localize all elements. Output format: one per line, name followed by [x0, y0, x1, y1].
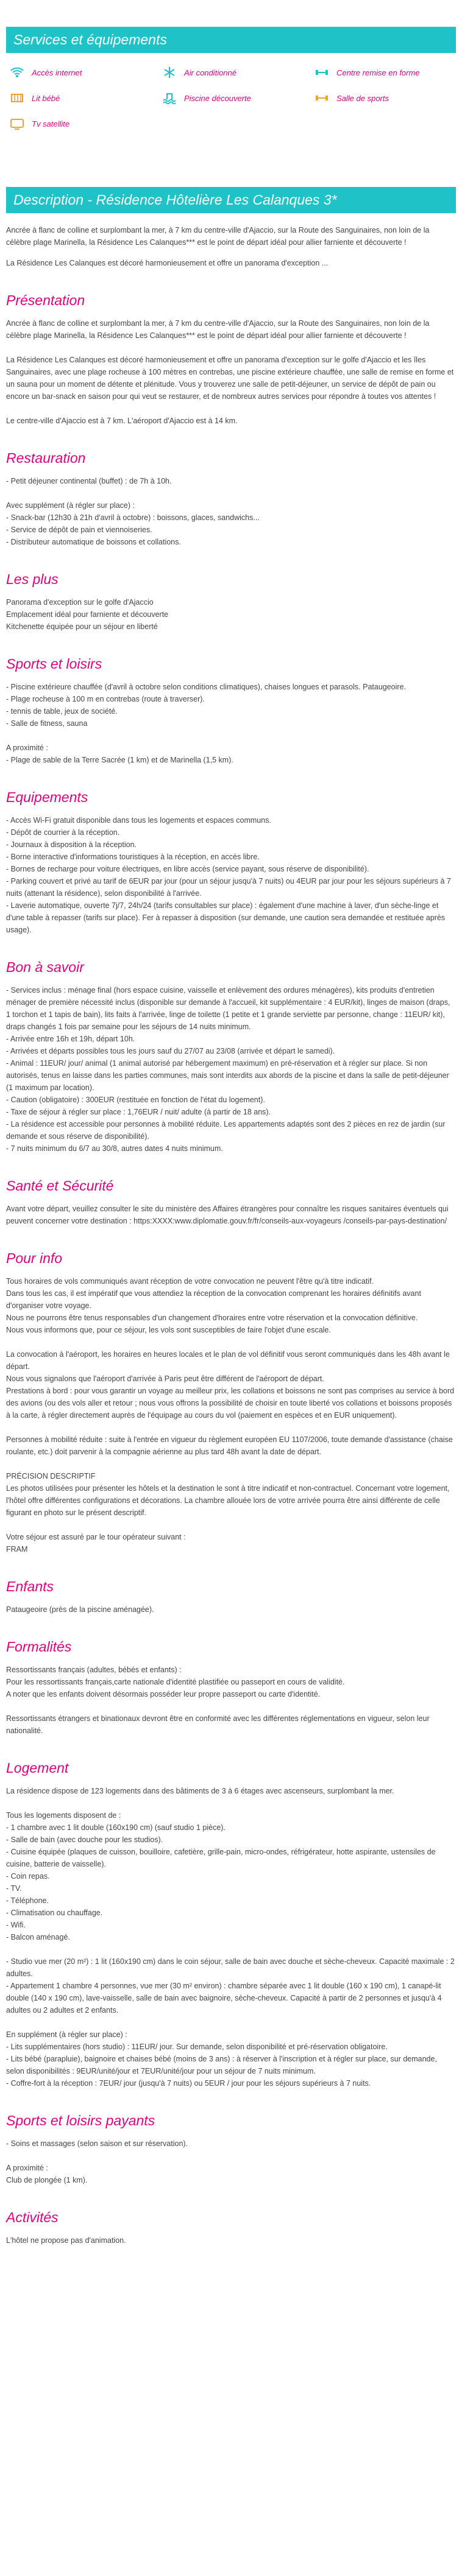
section-line [6, 2150, 456, 2162]
amenity-baby-bed [10, 92, 162, 104]
section-line: - TV. [6, 1884, 22, 1893]
section-line: - tennis de table, jeux de société. [6, 707, 118, 716]
amenity-label: Tv satellite [32, 119, 70, 128]
section-line: - Services inclus : ménage final (hors espace cuisine, vaisselle et enlèvement des ordures ménagères), kits produits d'entretien ménager de première nécessité inclus (disponible sur demande à l'accueil, kit supplémentaire : 4 EUR/kit), linges de maison (draps, 1 torchon et 1 tapis de bain), lits faits à l'arrivée, linge de toilette (1 petite et 1 grande serviette par personne, change : 11EUR/ kit), draps changés 1 fois par semaine pour les séjours de 14 nuits minimum. [6, 986, 450, 1031]
section-line: - Dépôt de courrier à la réception. [6, 828, 120, 837]
section-line: - Service de dépôt de pain et viennoiseries. [6, 526, 152, 534]
section-content [6, 1603, 456, 1616]
section-line [6, 1336, 456, 1348]
section-line: Avec supplément (à régler sur place) : [6, 501, 135, 510]
section-line: - Lits bébé (parapluie), baignoire et chaises bébé (moins de 3 ans) : à réserver à l'inscription et à régler sur place, sur demande, selon disponibilités : 9EUR/unité/jour et 7EUR/unité/jour pour un séjour de 7 nuits minimum. [6, 2055, 437, 2075]
section-line [6, 342, 456, 354]
amenity-pool [162, 92, 315, 104]
amenity-label: Accès internet [32, 68, 82, 77]
section-line: Votre séjour est assuré par le tour opérateur suivant : [6, 1533, 186, 1541]
section-line: - Bornes de recharge pour voiture électriques, en libre accès (service payant, sous réserve de disponibilité). [6, 865, 369, 873]
section-line: Dans tous les cas, il est impératif que vous attendiez la réception de la convocation comprenant les horaires définitifs avant d'organiser votre voyage. [6, 1289, 421, 1310]
section-line: - 1 chambre avec 1 lit double (160x190 cm) (sauf studio 1 pièce). [6, 1823, 226, 1832]
section-line: Prestations à bord : pour vous garantir un voyage au meilleur prix, les collations et boissons ne sont pas comprises au service à bord des avions (ou des vols aller et retour ; nous vous offrons la possibilité de choisir en toute liberté vos collations et boissons proposés à la carte, à régler directement auprès de l'équipage au cours du vol (paiement en espèces et en EUR uniquement). [6, 1387, 455, 1420]
amenity-tv [10, 118, 162, 130]
amenity-air-conditioning [162, 66, 315, 79]
amenity-label: Lit bébé [32, 93, 60, 103]
section-content [6, 984, 456, 1155]
section-line: - Studio vue mer (20 m²) : 1 lit (160x190 cm) dans le coin séjour, salle de bain avec douche et sèche-cheveux. Capacité maximale : 2 adultes. [6, 1957, 455, 1978]
section-title: Présentation [6, 292, 85, 308]
section-line: - Piscine extérieure chauffée (d'avril à octobre selon conditions climatiques), chaises longues et parasols. Pataugeoire. [6, 683, 406, 691]
section-line: La résidence dispose de 123 logements dans des bâtiments de 3 à 6 étages avec ascenseurs, surplombant la mer. [6, 1787, 394, 1795]
section-line: - Salle de bain (avec douche pour les studios). [6, 1835, 163, 1844]
section-line [6, 1519, 456, 1531]
section-line: - Arrivées et départs possibles tous les jours sauf du 27/07 au 23/08 (arrivée et départ le samedi). [6, 1047, 335, 1055]
pool-icon [162, 92, 177, 104]
amenity-internet [10, 66, 162, 79]
section-content [6, 317, 456, 427]
section-line [6, 2016, 456, 2029]
section-content [6, 814, 456, 936]
section-title: Restauration [6, 450, 86, 466]
section-line: Nous vous signalons que l'aéroport d'arrivée à Paris peut être différent de l'aéroport de départ. [6, 1374, 324, 1383]
section-line [6, 1797, 456, 1809]
section-line: A proximité : [6, 744, 48, 752]
description-sections [6, 292, 456, 2247]
section-title: Santé et Sécurité [6, 1178, 114, 1194]
section-content [6, 475, 456, 548]
baby-bed-icon [10, 92, 24, 104]
description-body [6, 213, 456, 2247]
section-title: Sports et loisirs [6, 656, 102, 672]
section-line: La convocation à l'aéroport, les horaires en heures locales et le plan de vol définitif vous seront communiqués dans les 48h avant le départ. [6, 1350, 450, 1371]
section-line: Ressortissants français (adultes, bébés et enfants) : [6, 1666, 182, 1674]
section-line: - Appartement 1 chambre 4 personnes, vue mer (30 m² environ) : chambre séparée avec 1 lit double (160 x 190 cm), 1 canapé-lit double (140 x 190 cm), lave-vaisselle, salle de bain avec baignoire, sèche-cheveux. Capacité à partir de 2 personnes et jusqu'à 4 adultes ou 2 adultes et 2 enfants. [6, 1982, 442, 2015]
section-line: - 7 nuits minimum du 6/7 au 30/8, autres dates 4 nuits minimum. [6, 1144, 223, 1153]
amenities-grid [6, 53, 456, 136]
intro-paragraph: Ancrée à flanc de colline et surplombant la mer, à 7 km du centre-ville d'Ajaccio, sur la Route des Sanguinaires, non loin de la célèbre plage Marinella, la Résidence Les Calanques*** est le point de départ idéal pour allier farniente et découverte ! [6, 226, 430, 247]
section-line: - Animal : 11EUR/ jour/ animal (1 animal autorisé par hébergement maximum) en pré-réservation et à régler sur place. Si non autorisés, tenus en laisse dans les parties communes, mais sont interdits aux abords de la piscine et dans la salle de petit-déjeuner (1 maximum par location). [6, 1059, 449, 1092]
section-content [6, 2234, 456, 2247]
section-line: Ressortissants étrangers et binationaux devront être en conformité avec les différentes réglementations en vigueur, selon leur nationalité. [6, 1714, 430, 1735]
section-content [6, 681, 456, 766]
section-line: - Taxe de séjour à régler sur place : 1,76EUR / nuit/ adulte (à partir de 18 ans). [6, 1108, 271, 1116]
amenity-label: Centre remise en forme [336, 68, 420, 77]
section-line: PRÉCISION DESCRIPTIF [6, 1472, 96, 1480]
section-line: - Coffre-fort à la réception : 7EUR/ jour (jusqu'à 7 nuits) ou 5EUR / jour pour les séjours supérieurs à 7 nuits. [6, 2079, 371, 2088]
section-line: Le centre-ville d'Ajaccio est à 7 km. L'aéroport d'Ajaccio est à 14 km. [6, 417, 238, 425]
section-line: - Snack-bar (12h30 à 21h d'avril à octobre) : boissons, glaces, sandwichs... [6, 513, 260, 522]
section-line: - Balcon aménagé. [6, 1933, 70, 1941]
section-line: Tous horaires de vols communiqués avant réception de votre convocation ne peuvent l'être qu'à titre indicatif. [6, 1277, 374, 1286]
wifi-icon [10, 66, 24, 79]
section-title: Sports et loisirs payants [6, 2113, 155, 2128]
section-content [6, 596, 456, 633]
section-line: - Borne interactive d'informations touristiques à la réception, en accès libre. [6, 853, 260, 861]
section-line: - Laverie automatique, ouverte 7j/7, 24h/24 (tarifs consultables sur place) : également d'une machine à laver, d'un sèche-linge et d'une table à repasser (tarifs sur place). Fer à repasser à disposition (sur demande, une caution sera demandée et restituée après usage). [6, 901, 446, 934]
section-line: Nous ne pourrons être tenus responsables d'un changement d'horaires entre votre réservation et la convocation définitive. [6, 1314, 418, 1322]
section-line: La Résidence Les Calanques est décoré harmonieusement et offre un panorama d'exception sur le golfe d'Ajaccio et les îles Sanguinaires, avec une plage rocheuse à 100 mètres en contrebas, une piscine extérieure chauffée, une salle de remise en forme et un sauna pour un moment de détente et plénitude. Vous y trouverez une salle de petit-déjeuner, un service de dépôt de pain ou encore un bar-snack en saison pour qui veut se restaurer, et de nombreux autres services pour répondre à toutes vos attentes ! [6, 356, 454, 401]
section-line: - Plage rocheuse à 100 m en contrebas (route à traverser). [6, 695, 205, 703]
amenity-fitness [315, 66, 461, 79]
section-title: Pour info [6, 1250, 63, 1266]
air-conditioning-icon [162, 66, 177, 79]
section-line: A noter que les enfants doivent désormais posséder leur propre passeport ou carte d'identité. [6, 1690, 321, 1698]
section-line: - Wifi. [6, 1921, 26, 1929]
amenity-label: Salle de sports [336, 93, 389, 103]
section-content [6, 1664, 456, 1737]
section-title: Logement [6, 1760, 69, 1776]
section-line: - Caution (obligatoire) : 300EUR (restituée en fonction de l'état du logement). [6, 1096, 265, 1104]
section-line: Panorama d'exception sur le golfe d'Ajaccio [6, 598, 154, 607]
intro-paragraph: La Résidence Les Calanques est décoré harmonieusement et offre un panorama d'exception ... [6, 259, 329, 267]
section-line: - Cuisine équipée (plaques de cuisson, bouilloire, cafetière, grille-pain, micro-ondes, réfrigérateur, hotte aspirante, ustensiles de cuisine, batterie de vaisselle). [6, 1848, 436, 1868]
section-line: Nous vous informons que, pour ce séjour, les vols sont susceptibles de faire l'objet d'une escale. [6, 1326, 331, 1334]
section-line: - Téléphone. [6, 1896, 49, 1905]
description-header: Description - Résidence Hôtelière Les Calanques 3* [6, 187, 456, 213]
section-line: - Distributeur automatique de boissons et collations. [6, 538, 181, 546]
section-line: Pour les ressortissants français,carte nationale d'identité plastifiée ou passeport en cours de validité. [6, 1678, 345, 1686]
section-line: - Soins et massages (selon saison et sur réservation). [6, 2139, 188, 2148]
section-line: A proximité : [6, 2164, 48, 2172]
section-content [6, 1785, 456, 2089]
section-line: Avant votre départ, veuillez consulter le site du ministère des Affaires étrangères pour connaître les risques sanitaires éventuels qui peuvent concerner votre destination : https:XXXX:www.diplomatie.gouv.fr/fr/conseils-aux-voyageurs /conseils-par-pays-destination/ [6, 1205, 449, 1225]
section-line: - Petit déjeuner continental (buffet) : de 7h à 10h. [6, 477, 172, 485]
amenity-label: Air conditionné [184, 68, 236, 77]
gym-icon [315, 92, 329, 104]
section-line: - La résidence est accessible pour personnes à mobilité réduite. Les appartements adaptés sont des 2 pièces en rez de jardin (sur demande et sous réserve de disponibilité). [6, 1120, 446, 1141]
section-line [6, 487, 456, 499]
section-line: Les photos utilisées pour présenter les hôtels et la destination le sont à titre indicatif et non-contractuel. Concernant votre logement, l'hôtel offre différentes configurations et décorations. La chambre allouée lors de votre arrivée pourra être ainsi différente de celle figurant en photo sur le présent descriptif. [6, 1484, 450, 1517]
section-title: Formalités [6, 1639, 72, 1655]
section-line: Personnes à mobilité réduite : suite à l'entrée en vigueur du règlement européen EU 1107/2006, toute demande d'assistance (chaise roulante, etc.) doit parvenir à la compagnie aérienne au plus tard 48h avant la date de départ. [6, 1435, 453, 1456]
section-line: - Plage de sable de la Terre Sacrée (1 km) et de Marinella (1,5 km). [6, 756, 233, 764]
section-line: - Accès Wi-Fi gratuit disponible dans tous les logements et espaces communs. [6, 816, 271, 825]
section-title: Equipements [6, 789, 88, 805]
section-title: Les plus [6, 571, 59, 587]
section-line: Pataugeoire (près de la piscine aménagée). [6, 1605, 154, 1614]
section-line: - Lits supplémentaires (hors studio) : 11EUR/ jour. Sur demande, selon disponibilité et pré-réservation obligatoire. [6, 2043, 388, 2051]
section-line: Club de plongée (1 km). [6, 2176, 88, 2184]
section-content [6, 2138, 456, 2186]
section-line [6, 730, 456, 742]
section-title: Enfants [6, 1578, 54, 1594]
section-line: Emplacement idéal pour farniente et découverte [6, 610, 169, 619]
section-line [6, 1458, 456, 1470]
section-content [6, 1203, 456, 1227]
section-title: Bon à savoir [6, 959, 84, 975]
section-line [6, 403, 456, 415]
section-line [6, 1700, 456, 1712]
section-line: - Coin repas. [6, 1872, 50, 1881]
section-line: - Arrivée entre 16h et 19h, départ 10h. [6, 1035, 135, 1043]
section-line: En supplément (à régler sur place) : [6, 2030, 127, 2039]
amenity-gym [315, 92, 461, 104]
section-line: - Parking couvert et privé au tarif de 6EUR par jour (pour un séjour jusqu'à 7 nuits) ou 4EUR par jour pour les séjours supérieurs à 7 nuits (attenant la résidence), selon disponibilité à l'arrivée. [6, 877, 451, 898]
section-content [6, 1275, 456, 1555]
section-line: Ancrée à flanc de colline et surplombant la mer, à 7 km du centre-ville d'Ajaccio, sur la Route des Sanguinaires, non loin de la célèbre plage Marinella, la Résidence Les Calanques*** est le point de départ idéal pour allier farniente et découverte ! [6, 319, 430, 340]
section-line: Tous les logements disposent de : [6, 1811, 121, 1820]
section-line: FRAM [6, 1545, 28, 1554]
tv-icon [10, 118, 24, 130]
section-line: - Journaux à disposition à la réception. [6, 840, 137, 849]
fitness-icon [315, 66, 329, 79]
section-line: Kitchenette équipée pour un séjour en liberté [6, 622, 158, 631]
section-line: - Climatisation ou chauffage. [6, 1909, 103, 1917]
section-line: - Salle de fitness, sauna [6, 719, 88, 728]
section-title: Activités [6, 2209, 59, 2225]
services-header: Services et équipements [6, 27, 456, 53]
section-line [6, 1421, 456, 1434]
section-line [6, 1943, 456, 1955]
section-line: L'hôtel ne propose pas d'animation. [6, 2236, 126, 2245]
amenity-label: Piscine découverte [184, 93, 251, 103]
